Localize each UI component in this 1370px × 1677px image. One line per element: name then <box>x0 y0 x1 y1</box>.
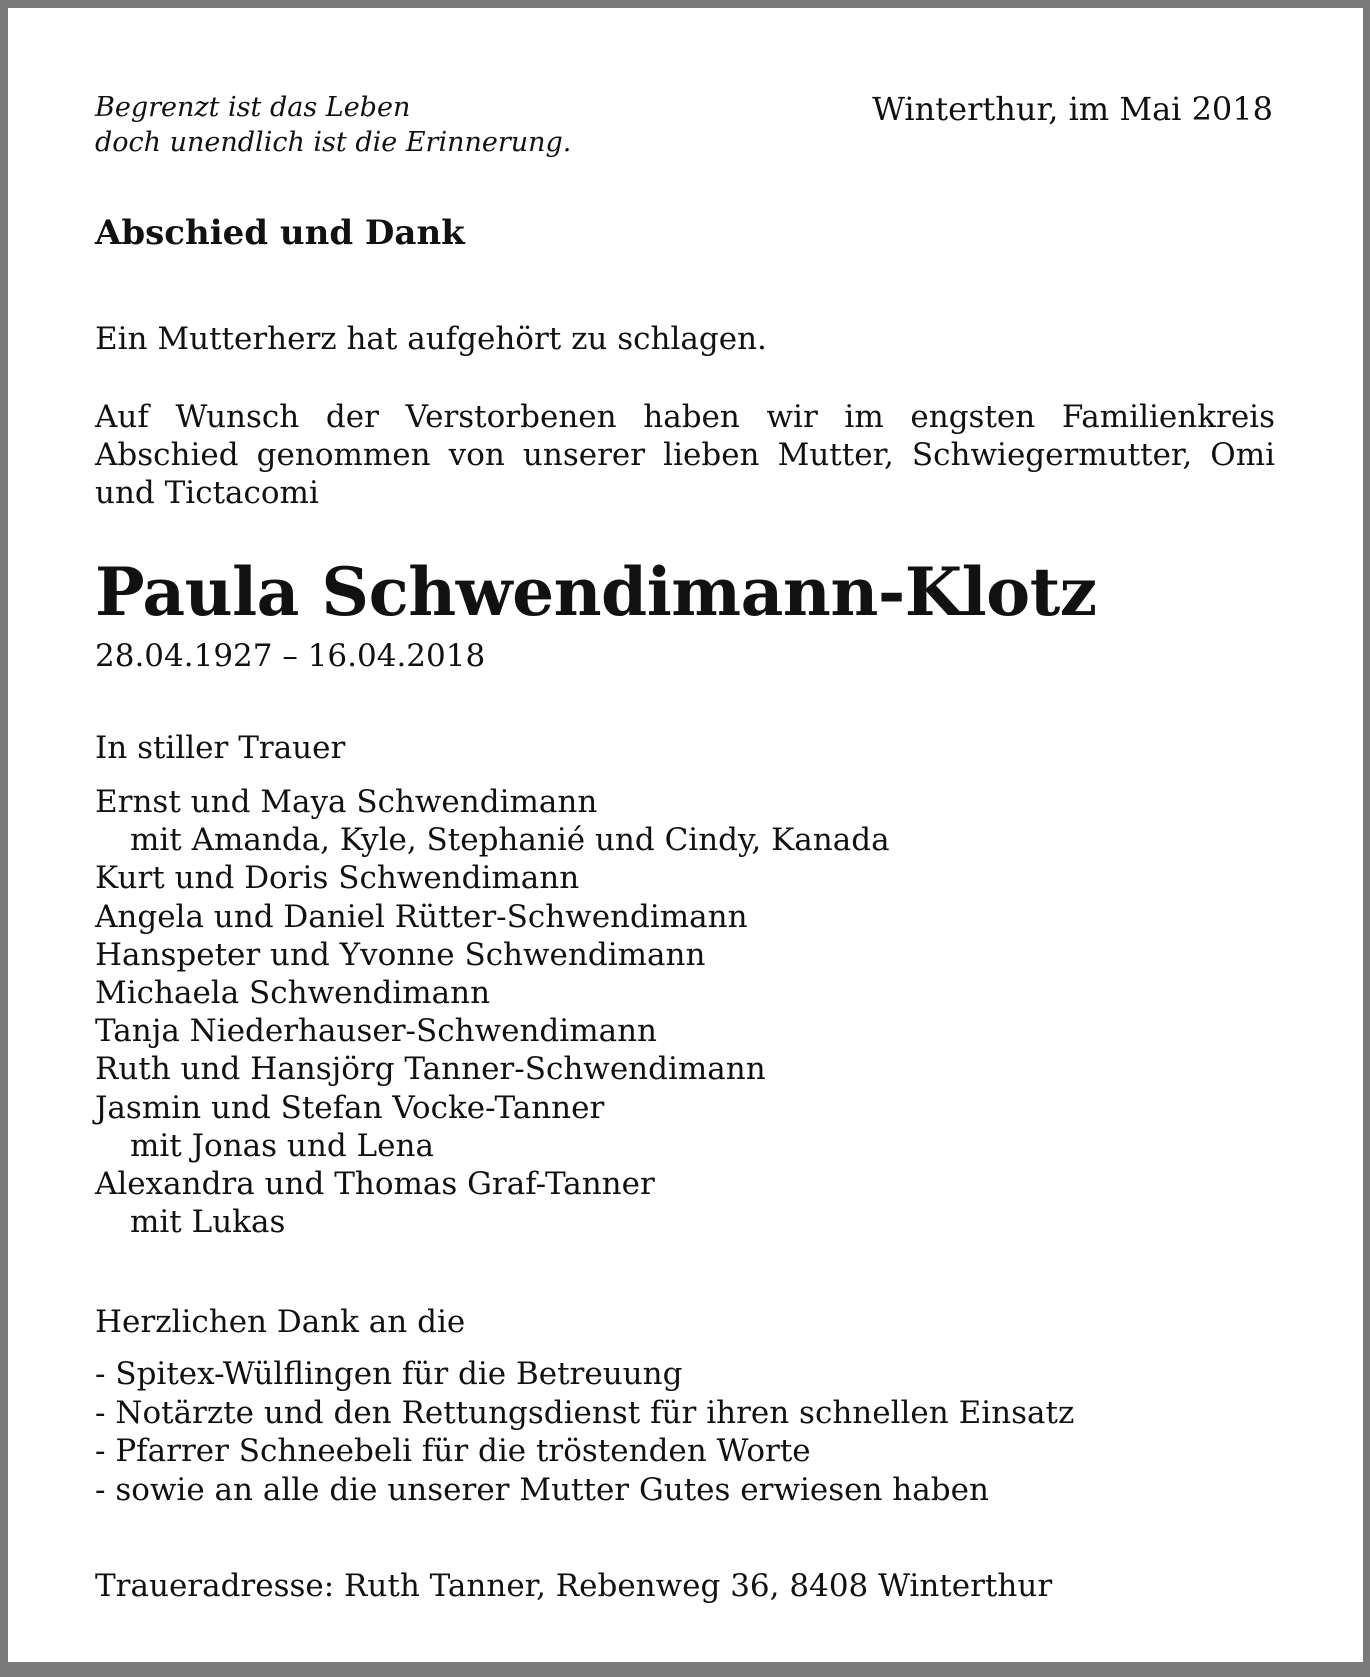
mourner-row: Ernst und Maya Schwendimann <box>95 784 598 820</box>
mourner-row: Jasmin und Stefan Vocke-Tanner <box>95 1089 605 1126</box>
thanks-list <box>95 1355 1074 1509</box>
obituary-page <box>8 8 1363 1662</box>
deceased-dates: 28.04.1927 – 16.04.2018 <box>95 638 486 674</box>
place-date: Winterthur, im Mai 2018 <box>872 90 1273 128</box>
mourner-row: mit Lukas <box>130 1204 286 1241</box>
mourner-row: mit Jonas und Lena <box>130 1127 434 1164</box>
intro-sentence-1: Ein Mutterherz hat aufgehört zu schlagen. <box>95 321 767 357</box>
thanks-item: - sowie an alle die unserer Mutter Gutes erwiesen haben <box>95 1471 989 1508</box>
mourners-list <box>95 783 890 1241</box>
deceased-name: Paula Schwendimann-Klotz <box>95 553 1097 631</box>
mourner-row: Alexandra und Thomas Graf-Tanner <box>95 1166 655 1203</box>
heading: Abschied und Dank <box>95 213 465 253</box>
mourning-address: Traueradresse: Ruth Tanner, Rebenweg 36, 8408 Winterthur <box>95 1568 1053 1604</box>
motto-line-1: Begrenzt ist das Leben <box>95 92 411 123</box>
mourner-row: Tanja Niederhauser-Schwendimann <box>95 1013 657 1050</box>
intro-sentence-2: Auf Wunsch der Verstorbenen haben wir im engsten Familienkreis Abschied genommen von unserer lieben Mutter, Schwiegermutter, Omi und Tictacomi <box>95 399 1275 511</box>
mourner-row: mit Amanda, Kyle, Stephanié und Cindy, Kanada <box>130 822 890 859</box>
motto-line-2: doch unendlich ist die Erinnerung. <box>95 127 572 158</box>
mourner-row: Michaela Schwendimann <box>95 975 491 1012</box>
thanks-item: - Spitex-Wülflingen für die Betreuung <box>95 1356 683 1392</box>
mourner-row: Angela und Daniel Rütter-Schwendimann <box>95 898 748 935</box>
thanks-item: - Notärzte und den Rettungsdienst für ihren schnellen Einsatz <box>95 1394 1075 1431</box>
thanks-label: Herzlichen Dank an die <box>95 1304 466 1340</box>
mourner-row: Kurt und Doris Schwendimann <box>95 860 580 897</box>
thanks-item: - Pfarrer Schneebeli für die tröstenden Worte <box>95 1433 811 1469</box>
mourners-label: In stiller Trauer <box>95 730 346 766</box>
motto-quote <box>95 90 571 160</box>
mourner-row: Hanspeter und Yvonne Schwendimann <box>95 936 706 973</box>
mourner-row: Ruth und Hansjörg Tanner-Schwendimann <box>95 1051 766 1088</box>
